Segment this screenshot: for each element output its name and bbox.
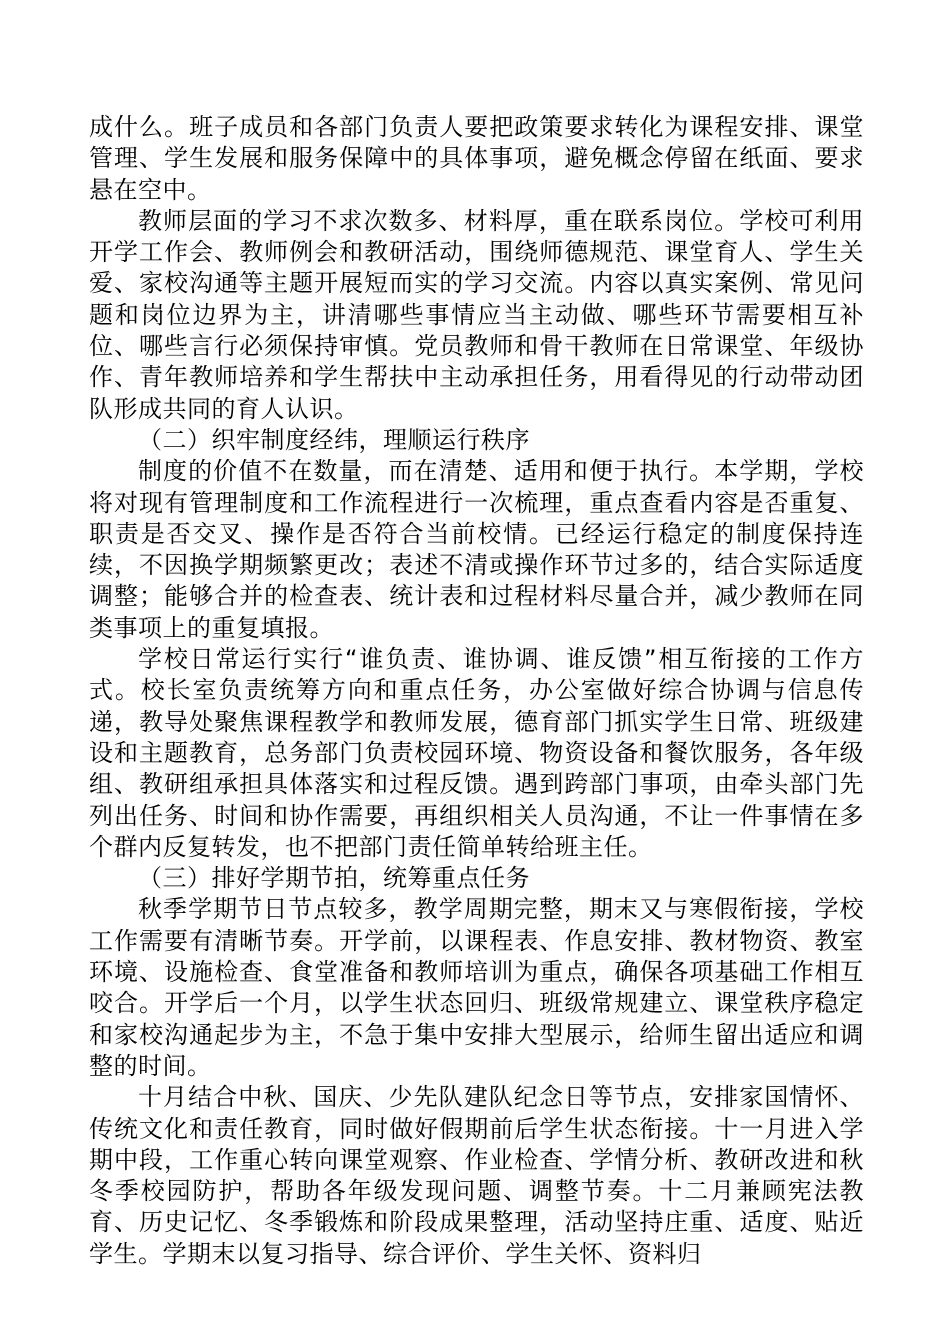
paragraph-continuation: 成什么。班子成员和各部门负责人要把政策要求转化为课程安排、课堂管理、学生发展和服务保障中的具体事项，避免概念停留在纸面、要求悬在空中。 [89,113,864,204]
paragraph-teacher-study: 教师层面的学习不求次数多、材料厚，重在联系岗位。学校可利用开学工作会、教师例会和教研活动，围绕师德规范、课堂育人、学生关爱、家校沟通等主题开展短而实的学习交流。内容以真实案例、常见问题和岗位边界为主，讲清哪些事情应当主动做、哪些环节需要相互补位、哪些言行必须保持审慎。党员教师和骨干教师在日常课堂、年级协作、青年教师培养和学生帮扶中主动承担任务，用看得见的行动带动团队形成共同的育人认识。 [89,206,864,423]
paragraph-monthly-plan: 十月结合中秋、国庆、少先队建队纪念日等节点，安排家国情怀、传统文化和责任教育，同时做好假期前后学生状态衔接。十一月进入学期中段，工作重心转向课堂观察、作业检查、学情分析、教研改进和秋冬季校园防护，帮助各年级发现问题、调整节奏。十二月兼顾宪法教育、历史记忆、冬季锻炼和阶段成果整理，活动坚持庄重、适度、贴近学生。学期末以复习指导、综合评价、学生关怀、资料归 [89,1083,864,1268]
paragraph-autumn-semester: 秋季学期节日节点较多，教学周期完整，期末又与寒假衔接，学校工作需要有清晰节奏。开学前，以课程表、作息安排、教材物资、教室环境、设施检查、食堂准备和教师培训为重点，确保各项基础工作相互咬合。开学后一个月，以学生状态回归、班级常规建立、课堂秩序稳定和家校沟通起步为主，不急于集中安排大型展示，给师生留出适应和调整的时间。 [89,895,864,1080]
section-heading-3: （三）排好学期节拍，统筹重点任务 [138,864,530,893]
document-body [89,112,864,1270]
paragraph-system-value: 制度的价值不在数量，而在清楚、适用和便于执行。本学期，学校将对现有管理制度和工作流程进行一次梳理，重点查看内容是否重复、职责是否交叉、操作是否符合当前校情。已经运行稳定的制度保持连续，不因换学期频繁更改；表述不清或操作环节过多的，结合实际适度调整；能够合并的检查表、统计表和过程材料尽量合并，减少教师在同类事项上的重复填报。 [89,457,864,642]
section-heading-2: （二）织牢制度经纬，理顺运行秩序 [138,425,530,454]
paragraph-daily-operation: 学校日常运行实行“谁负责、谁协调、谁反馈”相互衔接的工作方式。校长室负责统筹方向和重点任务，办公室做好综合协调与信息传递，教导处聚焦课程教学和教师发展，德育部门抓实学生日常、班级建设和主题教育，总务部门负责校园环境、物资设备和餐饮服务，各年级组、教研组承担具体落实和过程反馈。遇到跨部门事项，由牵头部门先列出任务、时间和协作需要，再组织相关人员沟通，不让一件事情在多个群内反复转发，也不把部门责任简单转给班主任。 [89,645,864,861]
